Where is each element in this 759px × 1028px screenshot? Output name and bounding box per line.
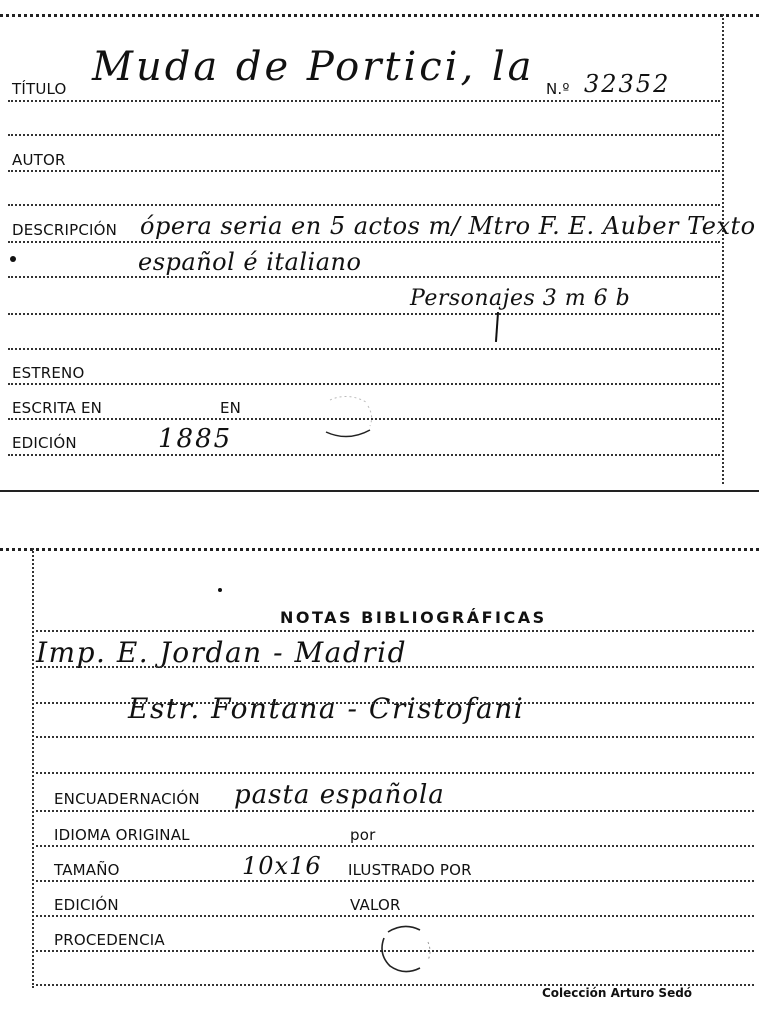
descripcion-label: DESCRIPCIÓN <box>12 221 118 239</box>
por-label: por <box>350 826 376 844</box>
tamano-rule <box>36 880 754 882</box>
notas-rule-3 <box>36 736 754 738</box>
card-back-top-edge <box>0 548 759 551</box>
notas-rule-0 <box>36 630 754 632</box>
descripcion-rule-3 <box>8 313 720 315</box>
pen-stroke <box>495 312 499 342</box>
idioma-label: IDIOMA ORIGINAL <box>54 826 190 844</box>
ilustrado-label: ILUSTRADO POR <box>348 861 472 879</box>
numero-value: 32352 <box>584 70 671 98</box>
catalog-card-front <box>0 0 759 492</box>
descripcion-rule-2 <box>8 276 720 278</box>
blank-rule-3 <box>8 348 720 350</box>
valor-label: VALOR <box>350 896 401 914</box>
card-top-edge <box>0 14 759 17</box>
notas-heading: NOTAS BIBLIOGRÁFICAS <box>280 608 547 627</box>
nota-line-2: Estr. Fontana - Cristofani <box>128 692 525 725</box>
encuadernacion-value: pasta española <box>234 780 445 810</box>
titulo-label: TÍTULO <box>12 80 67 98</box>
descripcion-rule-1 <box>8 241 720 243</box>
nota-line-1: Imp. E. Jordan - Madrid <box>36 636 408 669</box>
escrita-en-label: ESCRITA EN <box>12 399 103 417</box>
edicion-back-rule <box>36 915 754 917</box>
ink-speck <box>218 588 222 592</box>
back-edicion-label: EDICIÓN <box>54 896 119 914</box>
en-label: EN <box>220 399 242 417</box>
card-bottom-edge <box>0 490 759 492</box>
descripcion-line-3: Personajes 3 m 6 b <box>410 286 631 311</box>
library-stamp <box>318 392 378 444</box>
tamano-value: 10x16 <box>242 852 322 880</box>
procedencia-label: PROCEDENCIA <box>54 931 165 949</box>
tamano-label: TAMAÑO <box>54 861 120 879</box>
edicion-label: EDICIÓN <box>12 434 77 452</box>
descripcion-line-2: español é italiano <box>138 248 362 276</box>
edicion-value: 1885 <box>158 424 233 454</box>
library-stamp-back <box>374 920 438 978</box>
blank-rule-1 <box>8 134 720 136</box>
estreno-label: ESTRENO <box>12 364 85 382</box>
catalog-card-back <box>0 540 759 1020</box>
autor-rule <box>8 170 720 172</box>
blank-rule-2 <box>8 204 720 206</box>
notas-rule-1 <box>36 666 754 668</box>
numero-label: N.º <box>546 80 570 98</box>
descripcion-line-1: ópera seria en 5 actos m/ Mtro F. E. Auber Texto <box>140 212 756 240</box>
card-right-edge <box>722 14 724 484</box>
notas-rule-4 <box>36 772 754 774</box>
titulo-rule <box>8 100 720 102</box>
bullet-dot <box>10 256 16 262</box>
titulo-value: Muda de Portici, la <box>92 44 535 90</box>
estreno-rule <box>8 383 720 385</box>
notas-rule-2 <box>36 702 754 704</box>
collection-credit: Colección Arturo Sedó <box>542 986 693 1000</box>
encuadernacion-label: ENCUADERNACIÓN <box>54 790 200 808</box>
card-back-left-edge <box>32 548 34 988</box>
encuadernacion-rule <box>36 810 754 812</box>
autor-label: AUTOR <box>12 151 66 169</box>
idioma-rule <box>36 845 754 847</box>
edicion-rule <box>8 454 720 456</box>
